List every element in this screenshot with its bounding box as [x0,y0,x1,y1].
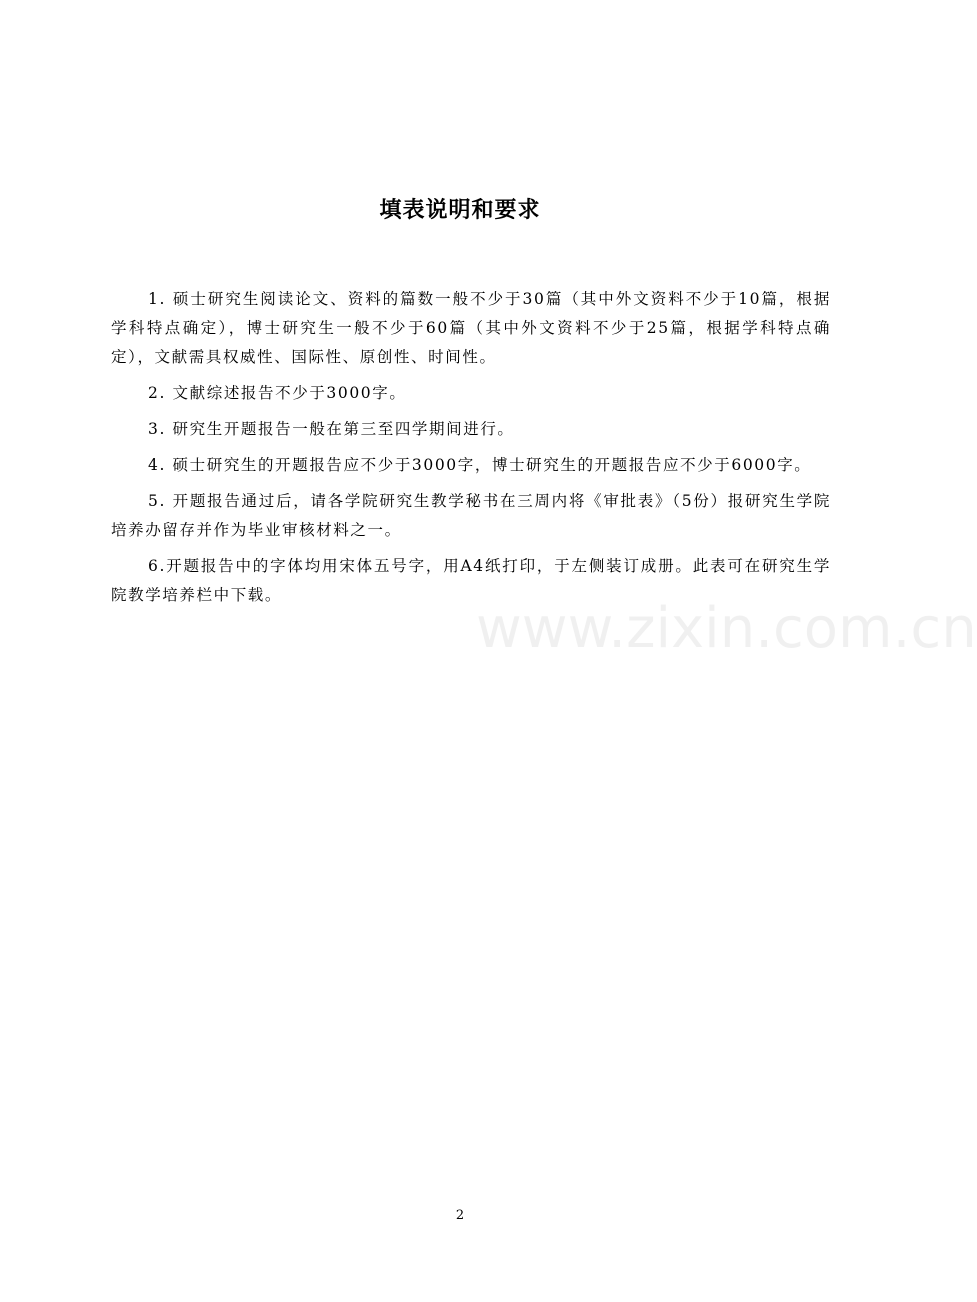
instruction-item-4: 4. 硕士研究生的开题报告应不少于3000字，博士研究生的开题报告应不少于6000字。 [148,456,812,474]
page-title: 填表说明和要求 [379,198,541,223]
page-number: 2 [455,1208,465,1223]
instruction-item-6: 6.开题报告中的字体均用宋体五号字，用A4纸打印，于左侧装订成册。此表可在研究生学院教学培养栏中下载。 [111,557,831,604]
instructions-list [111,285,831,617]
watermark: www.zixin.com.cn [476,596,977,661]
instruction-item-2: 2. 文献综述报告不少于3000字。 [148,384,407,402]
instruction-item-3: 3. 研究生开题报告一般在第三至四学期间进行。 [148,420,515,438]
instruction-item-5: 5. 开题报告通过后，请各学院研究生教学秘书在三周内将《审批表》（5份）报研究生学院培养办留存并作为毕业审核材料之一。 [111,492,831,539]
instruction-item-1: 1. 硕士研究生阅读论文、资料的篇数一般不少于30篇（其中外文资料不少于10篇，根据学科特点确定），博士研究生一般不少于60篇（其中外文资料不少于25篇，根据学科特点确定），文献需具权威性、国际性、原创性、时间性。 [111,290,831,366]
